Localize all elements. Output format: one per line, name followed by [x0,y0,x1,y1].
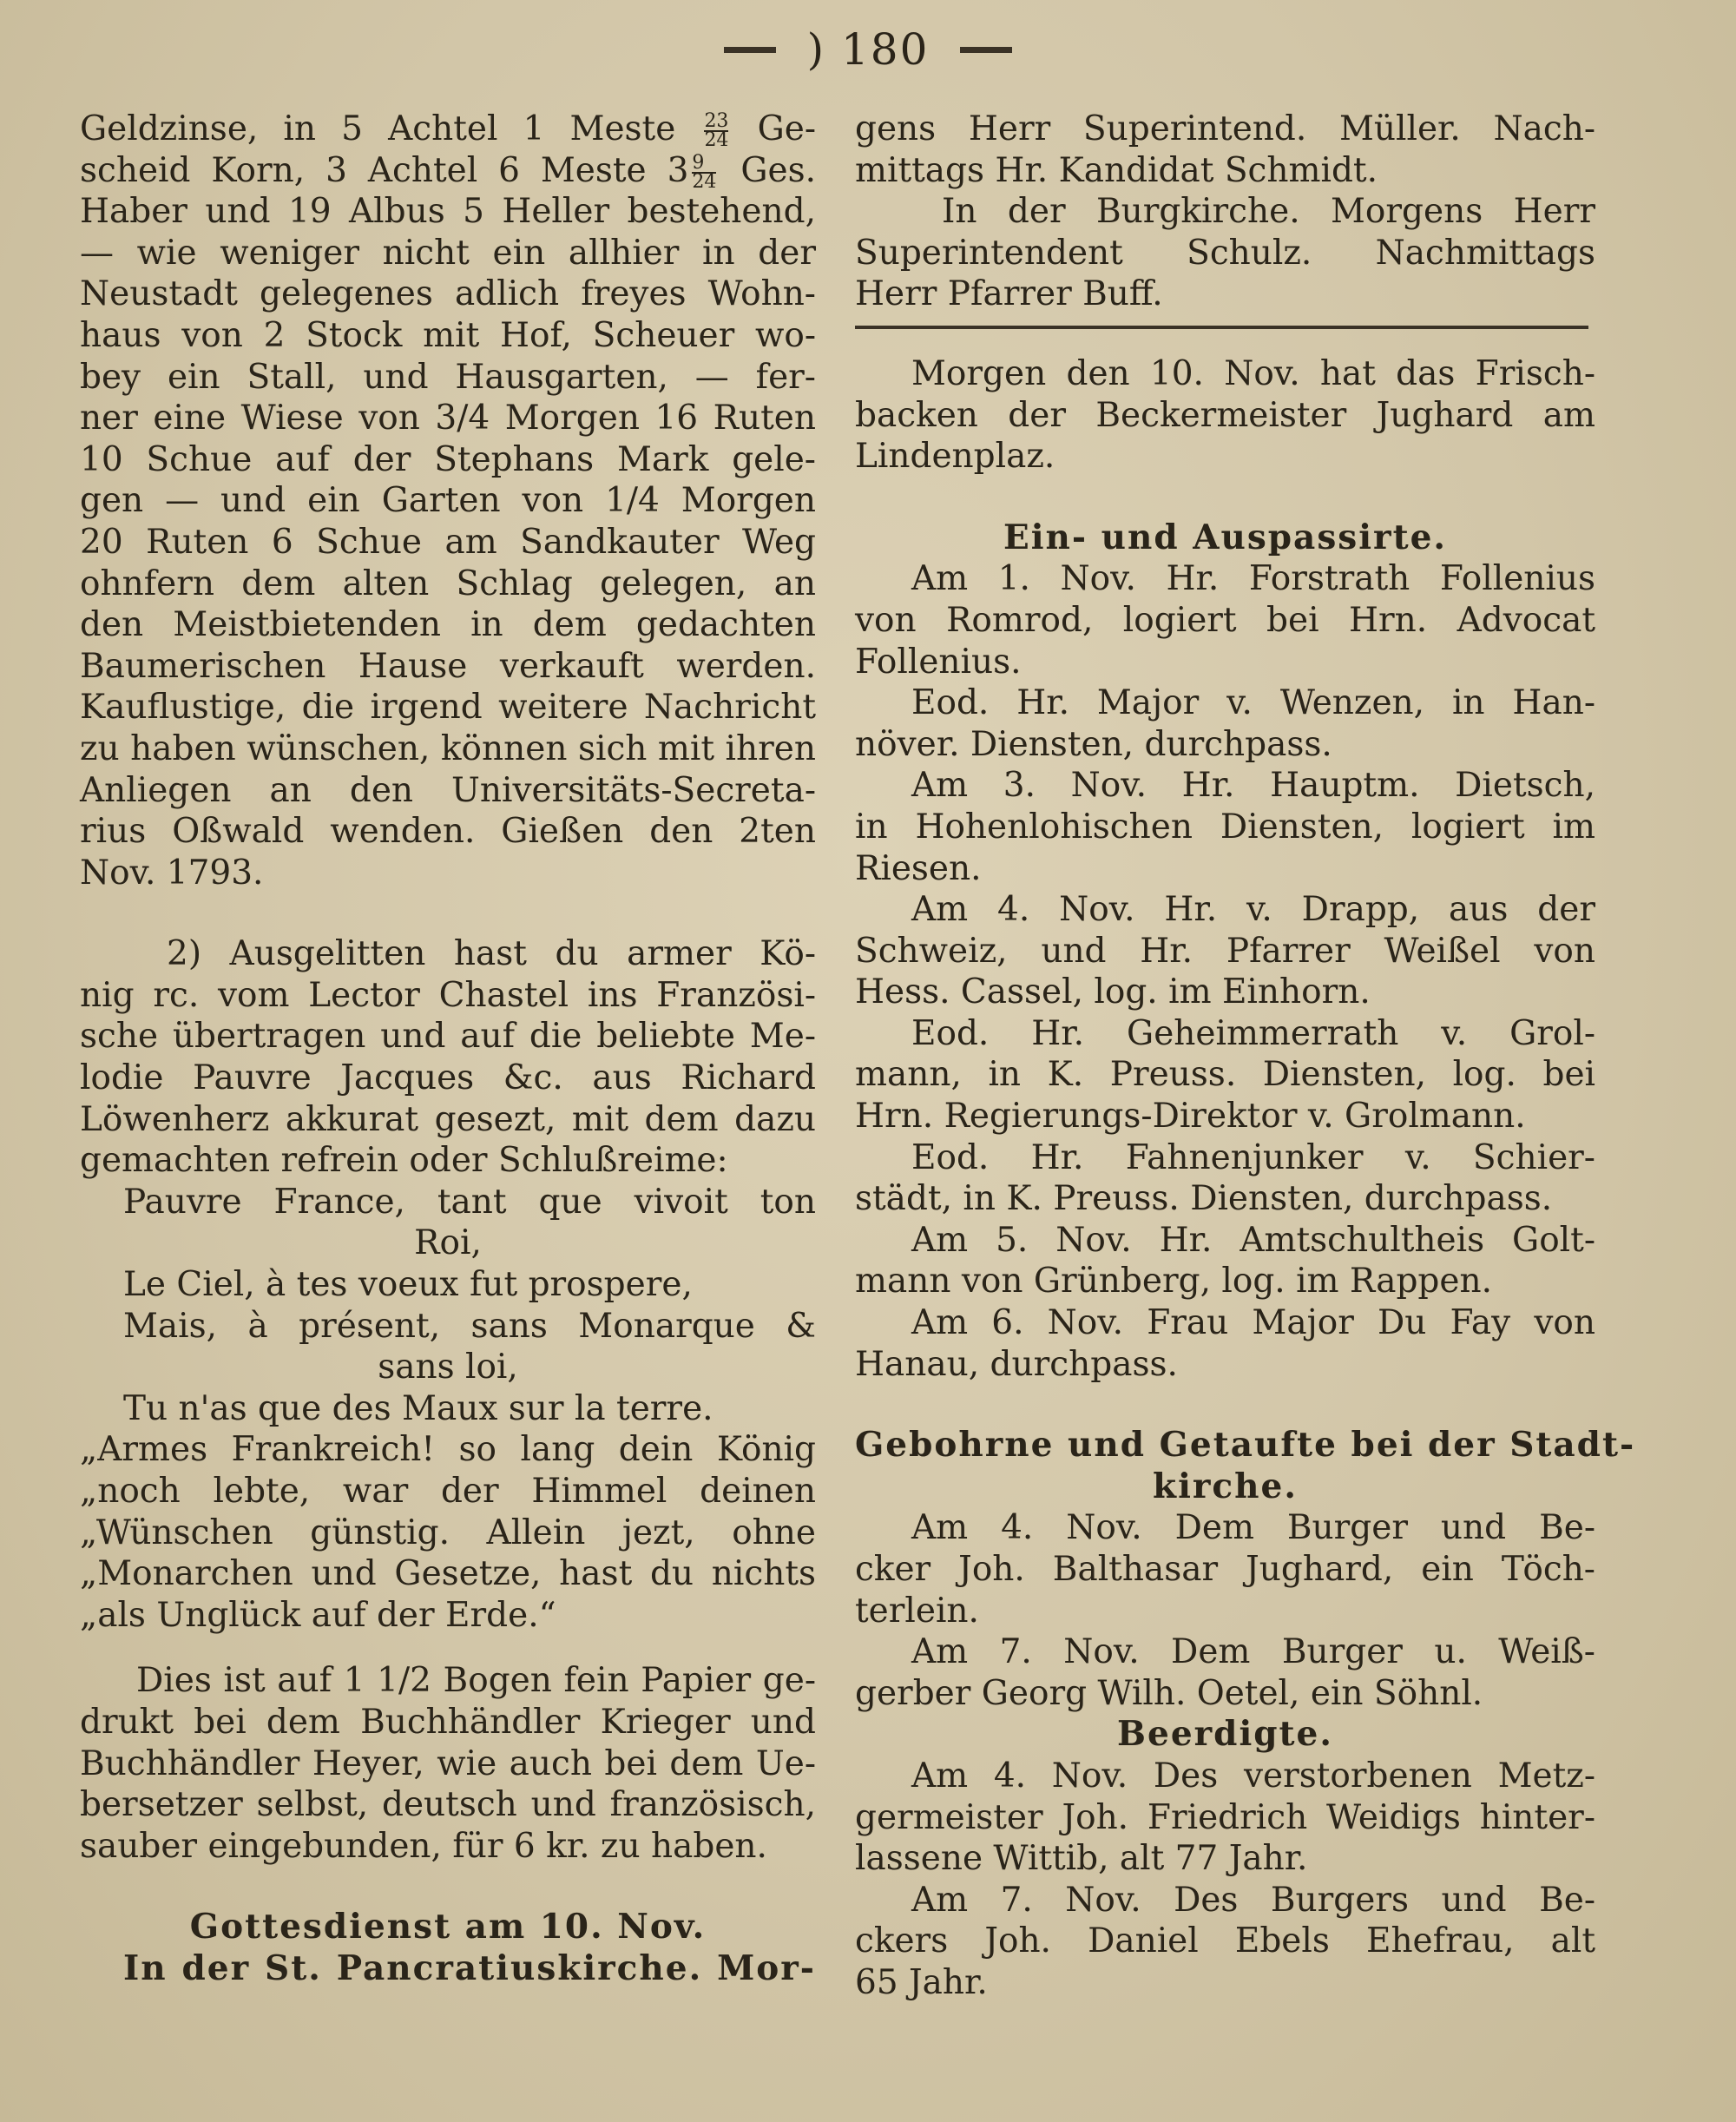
worship-continued [855,109,1595,315]
text-line: lodie Pauvre Jacques &c. aus Richard [80,1058,816,1098]
text-line: 20 Ruten 6 Schue am Sandkauter Weg [80,522,816,562]
text-line: Morgen den 10. Nov. hat das Frisch- [911,353,1595,393]
text-line: Kauflustige, die irgend weitere Nachricht [80,688,816,728]
text-line: terlein. [855,1591,979,1631]
text-line: 10 Schue auf der Stephans Mark gele- [80,439,816,479]
text-line: Schweiz, und Hr. Pfarrer Weißel von [855,931,1595,971]
header-dash-right [960,47,1012,53]
text-line: Am 4. Nov. Des verstorbenen Metz- [911,1756,1595,1796]
text-line: cker Joh. Balthasar Jughard, ein Töch- [855,1550,1595,1589]
text-line: Nov. 1793. [80,853,264,893]
left-column [80,109,816,1990]
text-line: sauber eingebunden, für 6 kr. zu haben. [80,1826,767,1866]
text-line: backen der Beckermeister Jughard am [855,395,1595,435]
text-line: ohnfern dem alten Schlag gelegen, an [80,563,816,603]
verse-line: Pauvre France, tant que vivoit ton [123,1182,816,1222]
section-heading-worship: Gottesdienst am 10. Nov. [189,1907,707,1947]
text-line: „Monarchen und Gesetze, hast du nichts [80,1554,816,1594]
text-line: Anliegen an den Universitäts-Secreta- [80,770,816,810]
text-line: Hanau, durchpass. [855,1344,1178,1384]
text-line: lassene Wittib, alt 77 Jahr. [855,1839,1308,1879]
german-translation [80,1429,816,1636]
text-line: Geldzinse, in 5 Achtel 1 Meste $\frac{23}{24}$ Ge- [80,109,816,151]
text-line: Am 4. Nov. Dem Burger und Be- [911,1508,1595,1548]
text-line: Baumerischen Hause verkauft werden. [80,646,816,686]
french-verse [80,1182,816,1430]
text-line: növer. Diensten, durchpass. [855,724,1332,764]
text-line: mann von Grünberg, log. im Rappen. [855,1262,1492,1302]
text-line: Haber und 19 Albus 5 Heller bestehend, [80,192,816,232]
section-heading-arrivals: Ein- und Auspassirte. [1003,517,1447,557]
text-line: Am 6. Nov. Frau Major Du Fay von [911,1303,1595,1343]
song-notice [80,933,816,1182]
text-line: — wie weniger nicht ein allhier in der [80,233,816,273]
text-line: haus von 2 Stock mit Hof, Scheuer wo- [80,315,816,355]
fraction: $\frac{9}{24}$ [692,151,717,193]
section-heading-births: Gebohrne und Getaufte bei der Stadt- [855,1425,1636,1466]
text-line: In der Burgkirche. Morgens Herr [942,192,1595,232]
verse-line: sans loi, [378,1348,518,1387]
text-line: Am 3. Nov. Hr. Hauptm. Dietsch, [911,766,1595,806]
text-line: von Romrod, logiert bei Hrn. Advocat [855,600,1595,640]
text-line: Hess. Cassel, log. im Einhorn. [855,972,1371,1012]
text-line: „noch lebte, war der Himmel deinen [80,1472,816,1511]
text-line: „als Unglück auf der Erde.“ [80,1595,556,1635]
print-notice [80,1660,816,1867]
text-line: germeister Joh. Friedrich Weidigs hinter- [855,1797,1595,1837]
text-line: in Hohenlohischen Diensten, logiert im [855,807,1595,847]
header-dash-left [724,47,776,53]
verse-line: Mais, à présent, sans Monarque & [123,1306,816,1346]
text-line: gens Herr Superintend. Müller. Nach- [855,109,1595,148]
text-line: Eod. Hr. Geheimmerrath v. Grol- [911,1013,1595,1053]
text-line: städt, in K. Preuss. Diensten, durchpass. [855,1179,1553,1219]
text-line: rius Oßwald wenden. Gießen den 2ten [80,812,816,852]
text-line: Neustadt gelegenes adlich freyes Wohn- [80,274,816,314]
text-line: mann, in K. Preuss. Diensten, log. bei [855,1055,1595,1095]
text-line: nig rc. vom Lector Chastel ins Französi- [80,975,816,1015]
text-line: den Meistbietenden in dem gedachten [80,605,816,645]
text-line: Am 4. Nov. Hr. v. Drapp, aus der [911,890,1595,930]
text-line: Follenius. [855,642,1022,682]
text-line: Hrn. Regierungs-Direktor v. Grolmann. [855,1097,1526,1137]
burials-list [855,1756,1595,2004]
text-line: drukt bei dem Buchhändler Krieger und [80,1702,816,1742]
verse-line: Roi, [414,1223,482,1263]
page-number: ) 180 [806,24,930,75]
text-line: mittags Hr. Kandidat Schmidt. [855,150,1378,190]
right-column [855,109,1636,2004]
verse-line: Tu n'as que des Maux sur la terre. [123,1388,713,1428]
text-line: scheid Korn, 3 Achtel 6 Meste 3 $\frac{9}{24}$ Ges. [80,150,816,193]
section-heading-births-cont: kirche. [1153,1466,1298,1506]
section-heading-burials: Beerdigte. [1117,1714,1333,1755]
fraction: $\frac{23}{24}$ [704,110,729,151]
births-list [855,1507,1595,1714]
text-line: Herr Pfarrer Buff. [855,274,1163,314]
text-line: bey ein Stall, und Hausgarten, — fer- [80,357,816,397]
text-line: zu haben wünschen, können sich mit ihren [80,728,816,768]
text-line: Am 1. Nov. Hr. Forstrath Follenius [911,559,1595,599]
text-line: Superintendent Schulz. Nachmittags [855,233,1595,273]
text-line: sche übertragen und auf die beliebte Me- [80,1017,816,1057]
text-line: bersetzer selbst, deutsch und französisch, [80,1785,816,1825]
page-header [0,19,1736,80]
text-line: 2) Ausgelitten hast du armer Kö- [167,934,816,974]
sale-notice [80,109,816,893]
text-line: Eod. Hr. Fahnenjunker v. Schier- [911,1137,1595,1177]
text-line: gemachten refrein oder Schlußreime: [80,1141,728,1181]
text-line: Dies ist auf 1 1/2 Bogen fein Papier ge- [136,1661,816,1701]
divider-rule [855,326,1588,329]
text-line: „Wünschen günstig. Allein jezt, ohne [80,1512,816,1552]
text-line: Am 7. Nov. Dem Burger u. Weiß- [911,1632,1595,1672]
arrivals-list [855,558,1595,1385]
text-line: In der St. Pancratiuskirche. Mor- [123,1947,816,1988]
text-line: ckers Joh. Daniel Ebels Ehefrau, alt [855,1921,1595,1961]
text-line: gen — und ein Garten von 1/4 Morgen [80,481,816,521]
text-line: Löwenherz akkurat gesezt, mit dem dazu [80,1099,816,1139]
verse-line: Le Ciel, à tes voeux fut prospere, [123,1265,693,1305]
text-line: 65 Jahr. [855,1962,988,2002]
text-line: gerber Georg Wilh. Oetel, ein Söhnl. [855,1673,1483,1713]
baking-notice [855,353,1595,478]
text-line: Lindenplaz. [855,437,1055,477]
text-line: Eod. Hr. Major v. Wenzen, in Han- [911,683,1595,723]
text-line: Buchhändler Heyer, wie auch bei dem Ue- [80,1743,816,1783]
text-line: Riesen. [855,848,982,888]
text-line: „Armes Frankreich! so lang dein König [80,1430,816,1470]
text-line: Am 5. Nov. Hr. Amtschultheis Golt- [911,1220,1595,1260]
text-line: Am 7. Nov. Des Burgers und Be- [911,1880,1595,1920]
text-line: ner eine Wiese von 3/4 Morgen 16 Ruten [80,399,816,438]
